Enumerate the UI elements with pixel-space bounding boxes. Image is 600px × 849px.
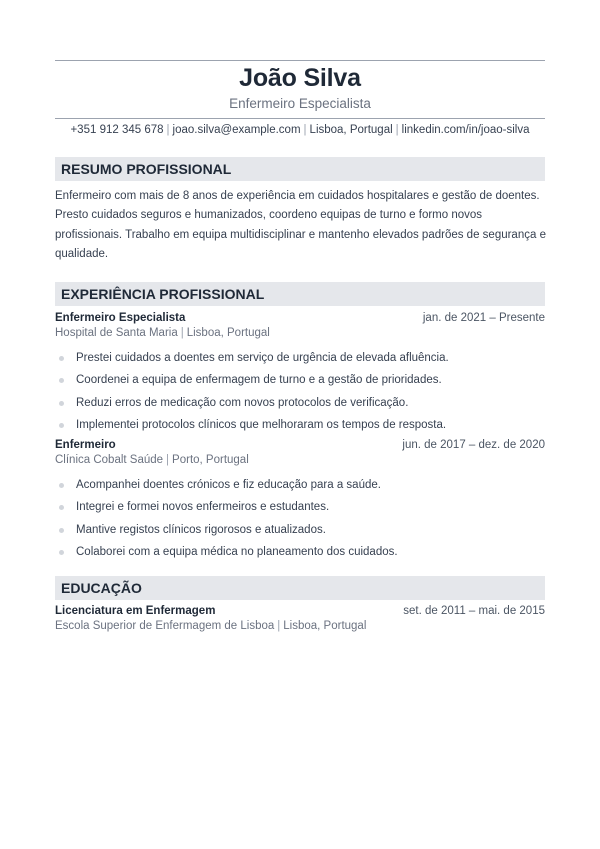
bullet-icon [59, 401, 64, 406]
job-location: Lisboa, Portugal [186, 327, 270, 339]
summary-text: Enfermeiro com mais de 8 anos de experiência em cuidados hospitalares e gestão de doentes. Presto cuidados seguros e humanizados, coordeno equipas de turno e formo novos profissionais. Trabalho em equipa multidisciplinar e mantenho elevados padrões de segurança e qualidade. [55, 190, 546, 261]
job-title: Enfermeiro Especialista [55, 312, 186, 324]
bullet-icon [59, 378, 64, 383]
job-bullets [55, 347, 545, 436]
school-line [55, 620, 545, 636]
list-item: Colaborei com a equipa médica no planeamento dos cuidados. [55, 541, 545, 563]
candidate-name: João Silva [239, 64, 361, 92]
list-item: Reduzi erros de medicação com novos protocolos de verificação. [55, 392, 545, 414]
bullet-icon [59, 528, 64, 533]
bullet-icon [59, 423, 64, 428]
bullet-icon [59, 550, 64, 555]
contact-location: Lisboa, Portugal [309, 124, 393, 136]
contact-phone: +351 912 345 678 [70, 124, 164, 136]
candidate-title: Enfermeiro Especialista [229, 96, 371, 111]
section-heading-experience: EXPERIÊNCIA PROFISSIONAL [55, 282, 545, 306]
list-item: Mantive registos clínicos rigorosos e atualizados. [55, 519, 545, 541]
contact-linkedin[interactable]: linkedin.com/in/joao-silva [401, 124, 530, 136]
experience-item [55, 439, 545, 563]
degree-title: Licenciatura em Enfermagem [55, 605, 216, 617]
education-item [55, 605, 545, 636]
experience-item [55, 312, 545, 436]
job-employer: Clínica Cobalt Saúde [55, 454, 164, 466]
job-location: Porto, Portugal [172, 454, 249, 466]
bullet-icon [59, 356, 64, 361]
school-separator: | [277, 620, 281, 632]
section-heading-education: EDUCAÇÃO [55, 576, 545, 600]
contact-separator: | [166, 124, 170, 136]
bullet-icon [59, 505, 64, 510]
section-heading-summary: RESUMO PROFISSIONAL [55, 157, 545, 181]
contact-separator: | [303, 124, 307, 136]
header-rule [55, 118, 545, 119]
job-date: jan. de 2021 – Presente [422, 312, 545, 324]
job-employer: Hospital de Santa Maria [55, 327, 178, 339]
school-location: Lisboa, Portugal [283, 620, 367, 632]
contact-separator: | [395, 124, 399, 136]
employer-separator: | [166, 454, 170, 466]
job-bullets [55, 474, 545, 563]
bullet-icon [59, 483, 64, 488]
list-item: Prestei cuidados a doentes em serviço de urgência de elevada afluência. [55, 347, 545, 369]
job-date: jun. de 2017 – dez. de 2020 [402, 439, 545, 451]
list-item: Integrei e formei novos enfermeiros e estudantes. [55, 496, 545, 518]
employer-separator: | [180, 327, 184, 339]
education-date: set. de 2011 – mai. de 2015 [403, 605, 545, 617]
top-rule [55, 60, 545, 61]
contact-email[interactable]: joao.silva@example.com [172, 124, 301, 136]
list-item: Implementei protocolos clínicos que melhoraram os tempos de resposta. [55, 414, 545, 436]
job-title: Enfermeiro [55, 439, 116, 451]
job-employer-line [55, 454, 545, 470]
list-item: Coordenei a equipa de enfermagem de turno e a gestão de prioridades. [55, 369, 545, 391]
contact-line [0, 124, 600, 136]
list-item: Acompanhei doentes crónicos e fiz educação para a saúde. [55, 474, 545, 496]
school-name: Escola Superior de Enfermagem de Lisboa [55, 620, 275, 632]
job-employer-line [55, 327, 545, 343]
